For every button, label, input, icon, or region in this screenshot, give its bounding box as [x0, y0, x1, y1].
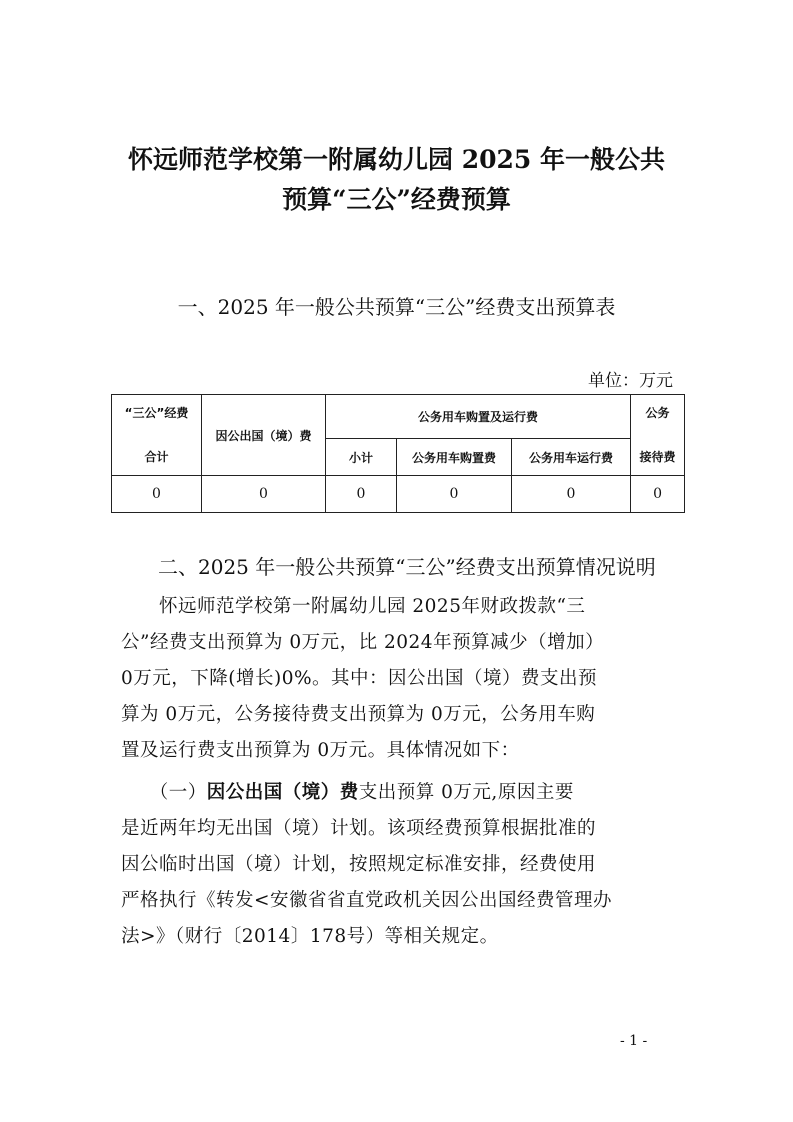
item-number: （一） — [121, 782, 207, 803]
item-text: 支出预算 0万元,原因主要 — [358, 782, 574, 803]
cell-vehicle-purchase: 0 — [397, 476, 512, 513]
section1-heading: 一、2025 年一般公共预算“三公”经费支出预算表 — [177, 295, 616, 319]
header-total-line2: 合计 — [144, 450, 169, 464]
cell-vehicle-operation: 0 — [512, 476, 631, 513]
header-vehicle-operation: 公务用车运行费 — [512, 439, 631, 476]
cell-reception: 0 — [631, 476, 685, 513]
header-reception — [631, 395, 685, 476]
paragraph-line: 因公临时出国（境）计划，按照规定标准安排，经费使用 — [121, 854, 597, 875]
paragraph-line: 公”经费支出预算为 0万元，比 2024年预算减少（增加） — [121, 632, 605, 653]
document-title-line1: 怀远师范学校第一附属幼儿园 2025 年一般公共 — [128, 145, 665, 174]
header-vehicle-purchase: 公务用车购置费 — [397, 439, 512, 476]
header-subtotal: 小计 — [326, 439, 397, 476]
header-total — [112, 395, 202, 476]
paragraph-line — [121, 775, 681, 811]
paragraph-line: 置及运行费支出预算为 0万元。具体情况如下： — [121, 740, 520, 761]
table-row — [112, 476, 685, 513]
paragraph-line: 是近两年均无出国（境）计划。该项经费预算根据批准的 — [121, 818, 597, 839]
header-total-line1: “三公”经费 — [124, 406, 189, 420]
unit-label: 单位：万元 — [588, 371, 673, 391]
paragraph-line: 0万元，下降(增长)0%。其中：因公出国（境）费支出预 — [121, 668, 598, 689]
page-number: - 1 - — [620, 1033, 648, 1049]
header-reception-line1: 公务 — [645, 406, 670, 420]
header-abroad: 因公出国（境）费 — [202, 395, 326, 476]
paragraph-line: 严格执行《转发<安徽省省直党政机关因公出国经费管理办 — [121, 890, 613, 911]
paragraph-line: 算为 0万元，公务接待费支出预算为 0万元，公务用车购 — [121, 704, 596, 725]
paragraph-line: 怀远师范学校第一附属幼儿园 2025年财政拨款“三 — [121, 596, 586, 617]
cell-subtotal: 0 — [326, 476, 397, 513]
paragraph-line: 法>》（财行〔2014〕178号）等相关规定。 — [121, 926, 499, 947]
section2-heading: 二、2025 年一般公共预算“三公”经费支出预算情况说明 — [158, 555, 656, 579]
item-heading: 因公出国（境）费 — [206, 782, 359, 803]
paragraph-overview — [121, 589, 681, 769]
header-reception-line2: 接待费 — [639, 450, 676, 464]
cell-abroad: 0 — [202, 476, 326, 513]
budget-table — [111, 394, 685, 513]
cell-total: 0 — [112, 476, 202, 513]
document-title-line2: 预算“三公”经费预算 — [282, 185, 511, 214]
paragraph-abroad — [121, 775, 681, 955]
header-vehicle: 公务用车购置及运行费 — [326, 395, 631, 439]
